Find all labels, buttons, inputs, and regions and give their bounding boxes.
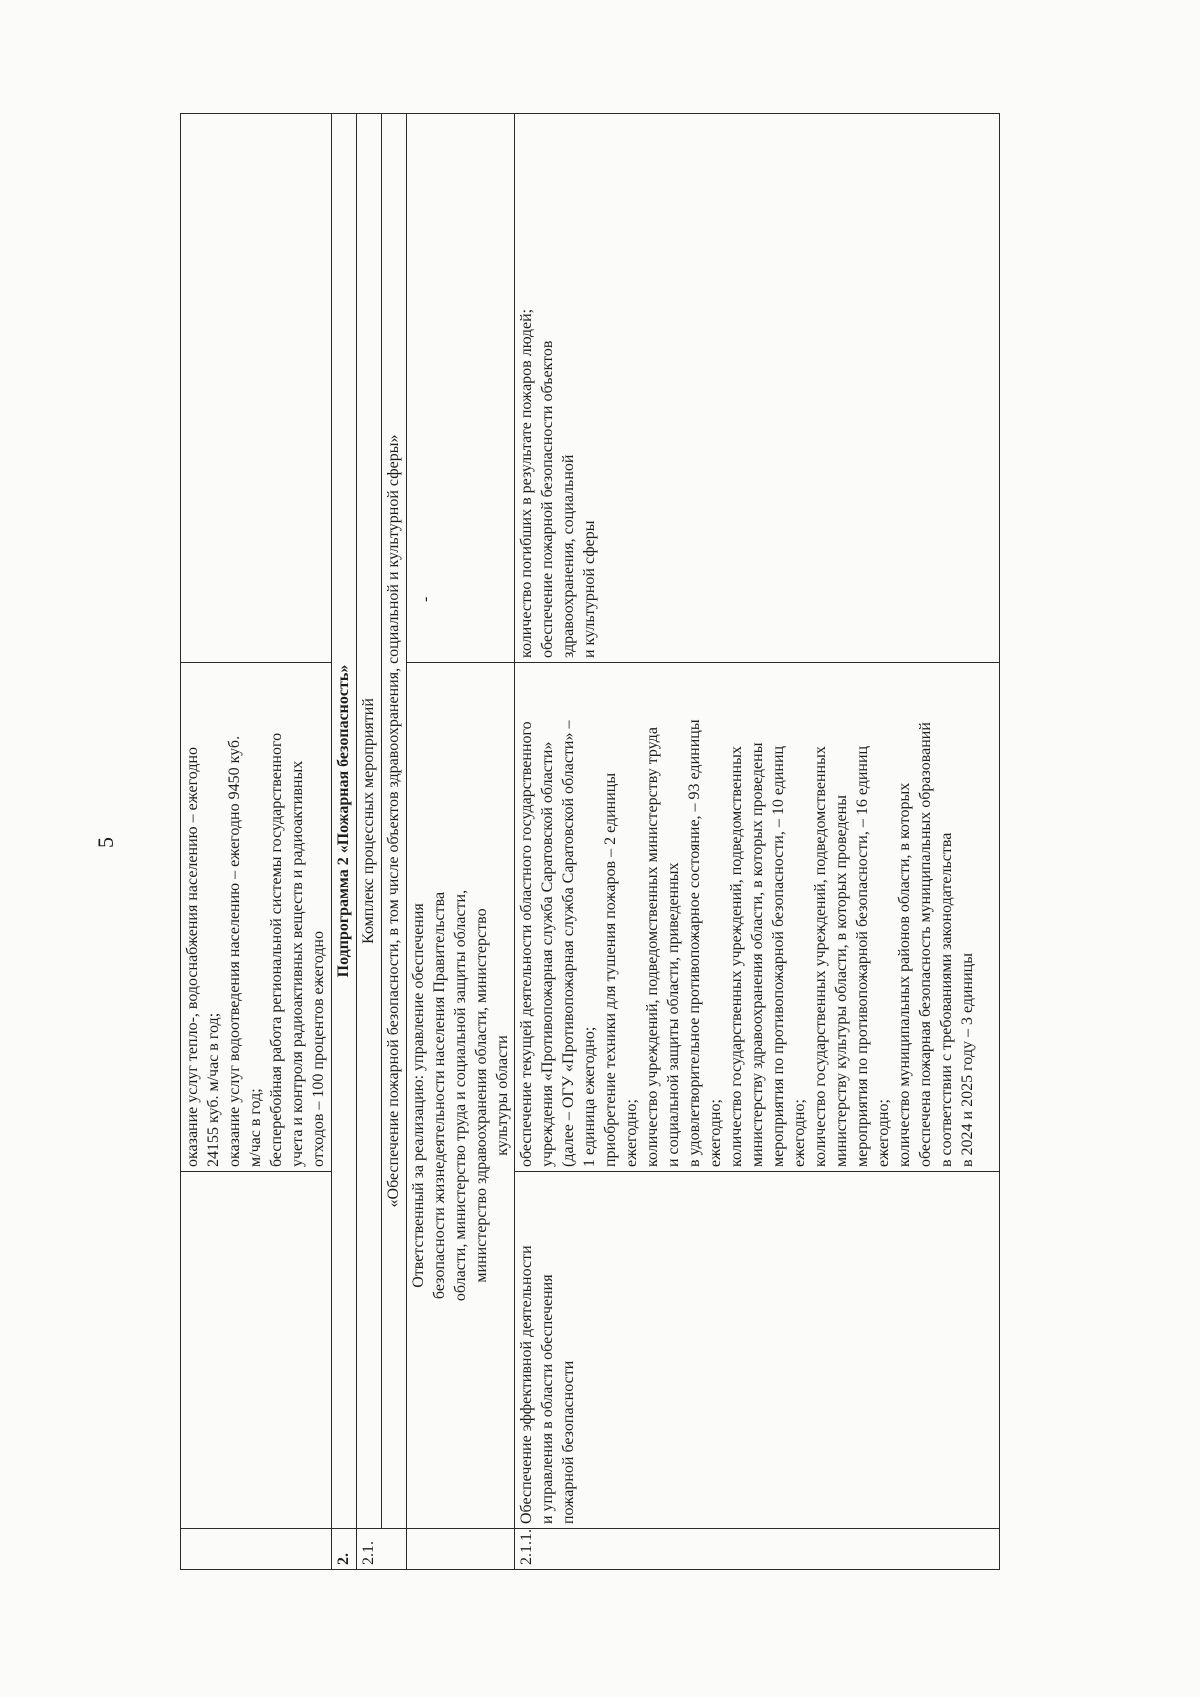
table-row-task: [515, 114, 1000, 1570]
text-line: количество учреждений, подведомственных министерству труда: [644, 727, 661, 1167]
task-number: 2.1.1.: [515, 1529, 1000, 1570]
subprogram-number: 2.: [332, 1529, 357, 1570]
complex-title: «Обеспечение пожарной безопасности, в том числе объектов здравоохранения, социальной и культурной сферы»: [382, 114, 407, 1529]
dash-mark: -: [417, 596, 434, 602]
cell-previous-results: [181, 663, 332, 1172]
text-line: ежегодно;: [707, 1099, 724, 1167]
text-line: количество государственных учреждений, подведомственных: [728, 746, 745, 1167]
text-line: мероприятия по противопожарной безопасности, – 16 единиц: [854, 745, 871, 1167]
text-line: отходов – 100 процентов ежегодно: [310, 931, 327, 1167]
table-row-complex: [357, 114, 382, 1570]
page-number: 5: [93, 837, 118, 848]
text-line: министерству здравоохранения области, в которых проведены: [749, 742, 766, 1167]
text-line: количество погибших в результате пожаров людей;: [518, 308, 535, 658]
text-line: оказание услуг тепло-, водоснабжения населению – ежегодно: [184, 746, 201, 1167]
text-line: обеспечена пожарная безопасность муниципальных образований: [917, 722, 934, 1167]
text-line: количество муниципальных районов области, в которых: [896, 782, 913, 1167]
text-line: мероприятия по противопожарной безопасности, – 10 единиц: [770, 745, 787, 1167]
text-line: министерству культуры области, в которых проведены: [833, 795, 850, 1167]
text-line: Обеспечение эффективной деятельности: [518, 1245, 535, 1524]
complex-heading: Комплекс процессных мероприятий: [357, 114, 382, 1529]
text-line: 1 единица ежегодно;: [581, 1026, 598, 1167]
task-name: [515, 1172, 1000, 1529]
table-row-subprogram: [332, 114, 357, 1570]
text-line: области, министерство труда и социальной защиты области,: [452, 889, 469, 1302]
text-line: оказание услуг водоотведения населению – ежегодно 9450 куб.: [226, 735, 243, 1167]
cell-empty-num: [407, 1529, 515, 1570]
table-row-complex-title: [382, 114, 407, 1570]
program-table: [180, 113, 1000, 1570]
rotated-table-container: [180, 150, 1000, 1570]
text-line: Ответственный за реализацию: управление обеспечения: [410, 903, 427, 1288]
text-line: культуры области: [494, 1035, 511, 1156]
text-line: ежегодно;: [875, 1099, 892, 1167]
text-line: здравоохранения, социальной: [560, 454, 577, 658]
text-line: бесперебойная работа региональной системы государственного: [268, 732, 285, 1167]
subprogram-title: Подпрограмма 2 «Пожарная безопасность»: [332, 114, 357, 1529]
table-row-previous: [181, 114, 332, 1570]
cell-empty-name: [181, 1172, 332, 1529]
text-line: в соответствии с требованиями законодательства: [938, 832, 955, 1167]
task-results: [515, 663, 1000, 1172]
text-line: (далее – ОГУ «Противопожарная служба Саратовской области» –: [560, 720, 577, 1167]
text-line: ежегодно;: [623, 1099, 640, 1167]
text-line: обеспечение пожарной безопасности объектов: [539, 340, 556, 658]
text-line: учреждения «Противопожарная служба Саратовской области»: [539, 741, 556, 1167]
text-line: учета и контроля радиоактивных веществ и радиоактивных: [289, 760, 306, 1167]
table-row-responsible: [407, 114, 515, 1570]
cell-empty-indicators: [181, 114, 332, 663]
text-line: обеспечение текущей деятельности областного государственного: [518, 721, 535, 1167]
text-line: министерство здравоохранения области, министерство: [473, 908, 490, 1283]
complex-number: 2.1.: [357, 1529, 407, 1570]
text-line: количество государственных учреждений, подведомственных: [812, 746, 829, 1167]
cell-empty-num: [181, 1529, 332, 1570]
text-line: ежегодно;: [791, 1099, 808, 1167]
text-line: м/час в год;: [247, 1088, 264, 1167]
text-line: и культурной сферы: [581, 520, 598, 658]
responsible-cell: [407, 663, 515, 1529]
text-line: безопасности жизнедеятельности населения Правительства: [431, 891, 448, 1300]
text-line: пожарной безопасности: [560, 1360, 577, 1524]
text-line: и управления в области обеспечения: [539, 1274, 556, 1524]
text-line: в удовлетворительное противопожарное состояние, – 93 единицы: [686, 719, 703, 1167]
text-line: в 2024 и 2025 году – 3 единицы: [959, 953, 976, 1167]
responsible-indicator-cell: [407, 114, 515, 663]
text-line: и социальной защиты области, приведенных: [665, 862, 682, 1167]
task-indicators: [515, 114, 1000, 663]
text-line: 24155 куб. м/час в год;: [205, 1012, 222, 1167]
text-line: приобретение техники для тушения пожаров – 2 единицы: [602, 772, 619, 1167]
